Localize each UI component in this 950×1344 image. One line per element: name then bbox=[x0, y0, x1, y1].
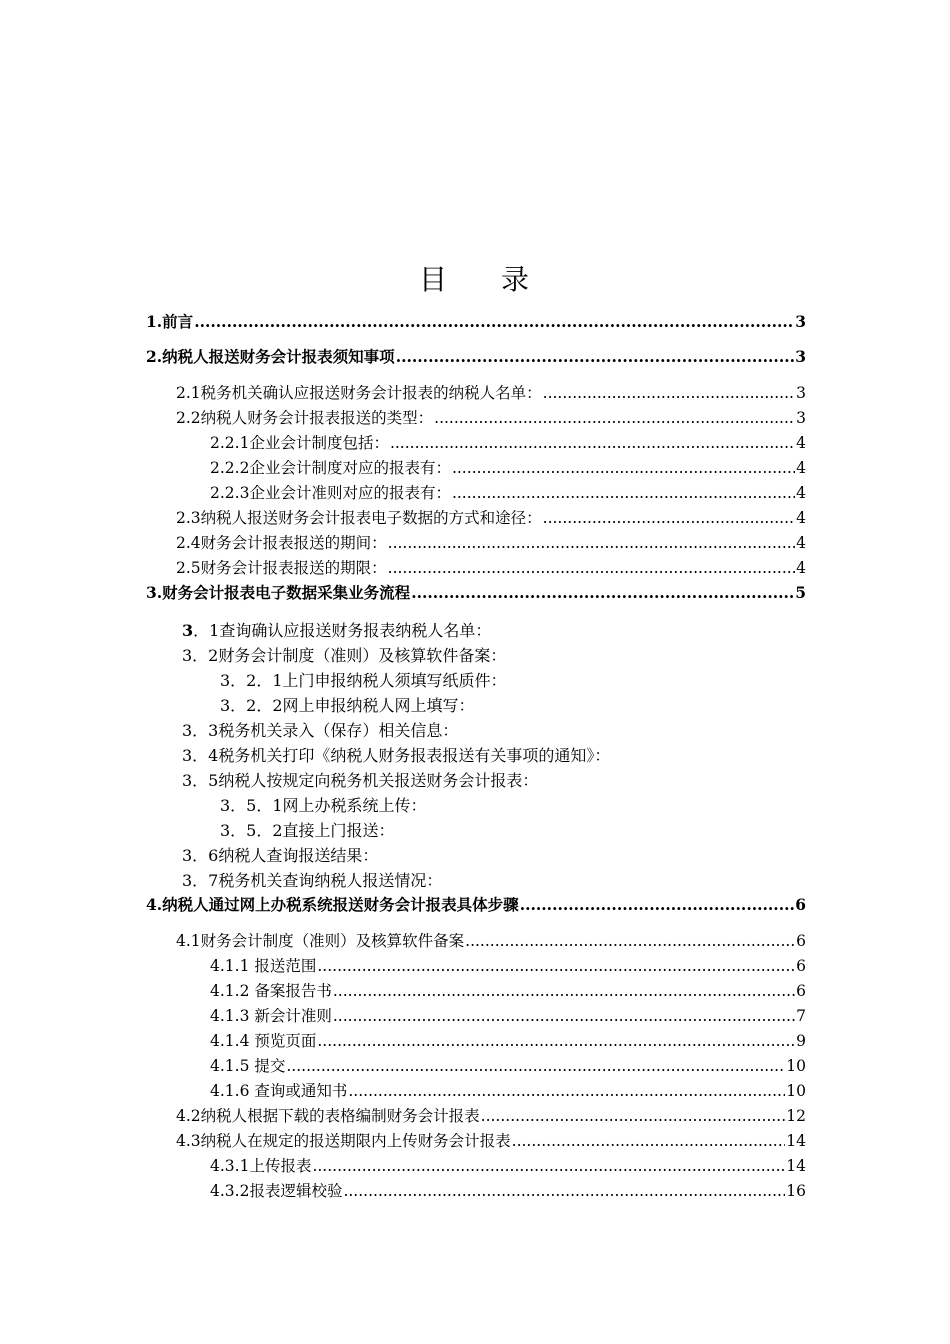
toc-entry-2-1[interactable]: 2.1税务机关确认应报送财务会计报表的纳税人名单： ..... 3 bbox=[176, 381, 806, 403]
toc-entry-4-1-2[interactable]: 4.1.2 备案报告书 ..... 6 bbox=[210, 979, 806, 1001]
toc-entry-4-1-6[interactable]: 4.1.6 查询或通知书 ..... 10 bbox=[210, 1079, 806, 1101]
toc-entry-4-3-1[interactable]: 4.3.1上传报表 ..... 14 bbox=[210, 1154, 806, 1176]
toc-title bbox=[0, 258, 950, 298]
toc-entry-1[interactable]: 1.前言 ..... 3 bbox=[146, 310, 806, 332]
toc-entry-2-4[interactable]: 2.4财务会计报表报送的期间： ..... 4 bbox=[176, 531, 806, 553]
toc-line-3-2: 3．2财务会计制度（准则）及核算软件备案： bbox=[182, 646, 507, 665]
toc-entry-2-5[interactable]: 2.5财务会计报表报送的期限： ..... 4 bbox=[176, 556, 806, 578]
toc-line-3-5-2: 3．5．2直接上门报送： bbox=[220, 821, 395, 840]
toc-entry-2-2-1[interactable]: 2.2.1企业会计制度包括： ..... 4 bbox=[210, 431, 806, 453]
toc-line-3-5-1: 3．5．1网上办税系统上传： bbox=[220, 796, 427, 815]
toc-entry-2-3[interactable]: 2.3纳税人报送财务会计报表电子数据的方式和途径： ..... 4 bbox=[176, 506, 806, 528]
toc-entry-4-1-1[interactable]: 4.1.1 报送范围 ..... 6 bbox=[210, 954, 806, 976]
toc-entry-2-2-2[interactable]: 2.2.2企业会计制度对应的报表有： ..... 4 bbox=[210, 456, 806, 478]
toc-line-3-7: 3．7税务机关查询纳税人报送情况： bbox=[182, 871, 443, 890]
toc-entry-2[interactable]: 2.纳税人报送财务会计报表须知事项 ..... 3 bbox=[146, 345, 806, 367]
toc-entry-4-3[interactable]: 4.3纳税人在规定的报送期限内上传财务会计报表 ..... 14 bbox=[176, 1129, 806, 1151]
toc-line-3-3: 3．3税务机关录入（保存）相关信息： bbox=[182, 721, 459, 740]
toc-line-3-6: 3．6纳税人查询报送结果： bbox=[182, 846, 379, 865]
toc-line-3-2-1: 3．2．1上门申报纳税人须填写纸质件： bbox=[220, 671, 507, 690]
toc-line-3-4: 3．4税务机关打印《纳税人财务报表报送有关事项的通知》： bbox=[182, 746, 611, 765]
toc-line-3-1: 3．1查询确认应报送财务报表纳税人名单： bbox=[182, 621, 492, 640]
title-char-left: 目 bbox=[418, 263, 449, 296]
toc-entry-2-2-3[interactable]: 2.2.3企业会计准则对应的报表有： ..... 4 bbox=[210, 481, 806, 503]
toc-entry-4-1-3[interactable]: 4.1.3 新会计准则 ..... 7 bbox=[210, 1004, 806, 1026]
toc-entry-4-3-2[interactable]: 4.3.2报表逻辑校验 ..... 16 bbox=[210, 1179, 806, 1201]
toc-entry-4-2[interactable]: 4.2纳税人根据下载的表格编制财务会计报表 ..... 12 bbox=[176, 1104, 806, 1126]
toc-line-3-2-2: 3．2．2网上申报纳税人网上填写： bbox=[220, 696, 475, 715]
toc-entry-4-1-5[interactable]: 4.1.5 提交 ..... 10 bbox=[210, 1054, 806, 1076]
title-char-right: 录 bbox=[501, 263, 532, 296]
toc-line-3-5: 3．5纳税人按规定向税务机关报送财务会计报表： bbox=[182, 771, 539, 790]
toc-entry-3[interactable]: 3.财务会计报表电子数据采集业务流程 ..... 5 bbox=[146, 581, 806, 603]
toc-entry-4-1-4[interactable]: 4.1.4 预览页面 ..... 9 bbox=[210, 1029, 806, 1051]
toc-entry-2-2[interactable]: 2.2纳税人财务会计报表报送的类型： ..... 3 bbox=[176, 406, 806, 428]
toc-entry-4-1[interactable]: 4.1财务会计制度（准则）及核算软件备案 ..... 6 bbox=[176, 929, 806, 951]
toc-entry-4[interactable]: 4.纳税人通过网上办税系统报送财务会计报表具体步骤 ..... 6 bbox=[146, 893, 806, 915]
